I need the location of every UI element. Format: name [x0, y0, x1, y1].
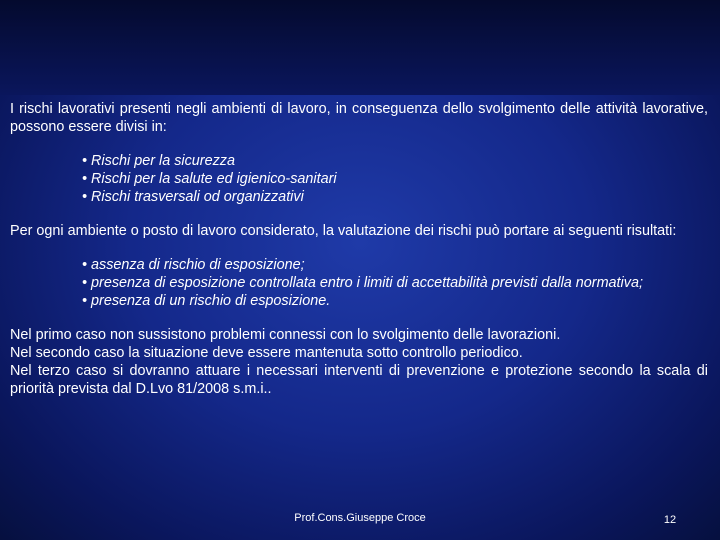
slide-body: [10, 100, 708, 398]
list-item: • Rischi per la sicurezza: [82, 153, 235, 169]
evaluation-paragraph: Per ogni ambiente o posto di lavoro considerato, la valutazione dei rischi può portare ai seguenti risultati:: [10, 223, 677, 239]
conclusion-line-2: Nel secondo caso la situazione deve essere mantenuta sotto controllo periodico.: [10, 345, 523, 361]
list-item: • Rischi trasversali od organizzativi: [82, 189, 304, 205]
list-item: • presenza di esposizione controllata entro i limiti di accettabilità previsti dalla normativa;: [82, 275, 643, 291]
results-list: [10, 256, 708, 310]
page-number: 12: [663, 514, 677, 526]
list-item: • assenza di rischio di esposizione;: [82, 257, 305, 273]
conclusion-line-3: Nel terzo caso si dovranno attuare i necessari interventi di prevenzione e protezione secondo la scala di priorità prevista dal D.Lvo 81/2008 s.m.i..: [10, 363, 708, 397]
slide-header-band: [0, 0, 720, 95]
list-item: • presenza di un rischio di esposizione.: [82, 293, 331, 309]
intro-paragraph: I rischi lavorativi presenti negli ambienti di lavoro, in conseguenza dello svolgimento delle attività lavorative, possono essere divisi in:: [10, 101, 708, 135]
list-item: • Rischi per la salute ed igienico-sanitari: [82, 171, 337, 187]
footer-author: Prof.Cons.Giuseppe Croce: [294, 512, 426, 524]
risk-types-list: [10, 152, 708, 206]
conclusion-line-1: Nel primo caso non sussistono problemi connessi con lo svolgimento delle lavorazioni.: [10, 327, 561, 343]
